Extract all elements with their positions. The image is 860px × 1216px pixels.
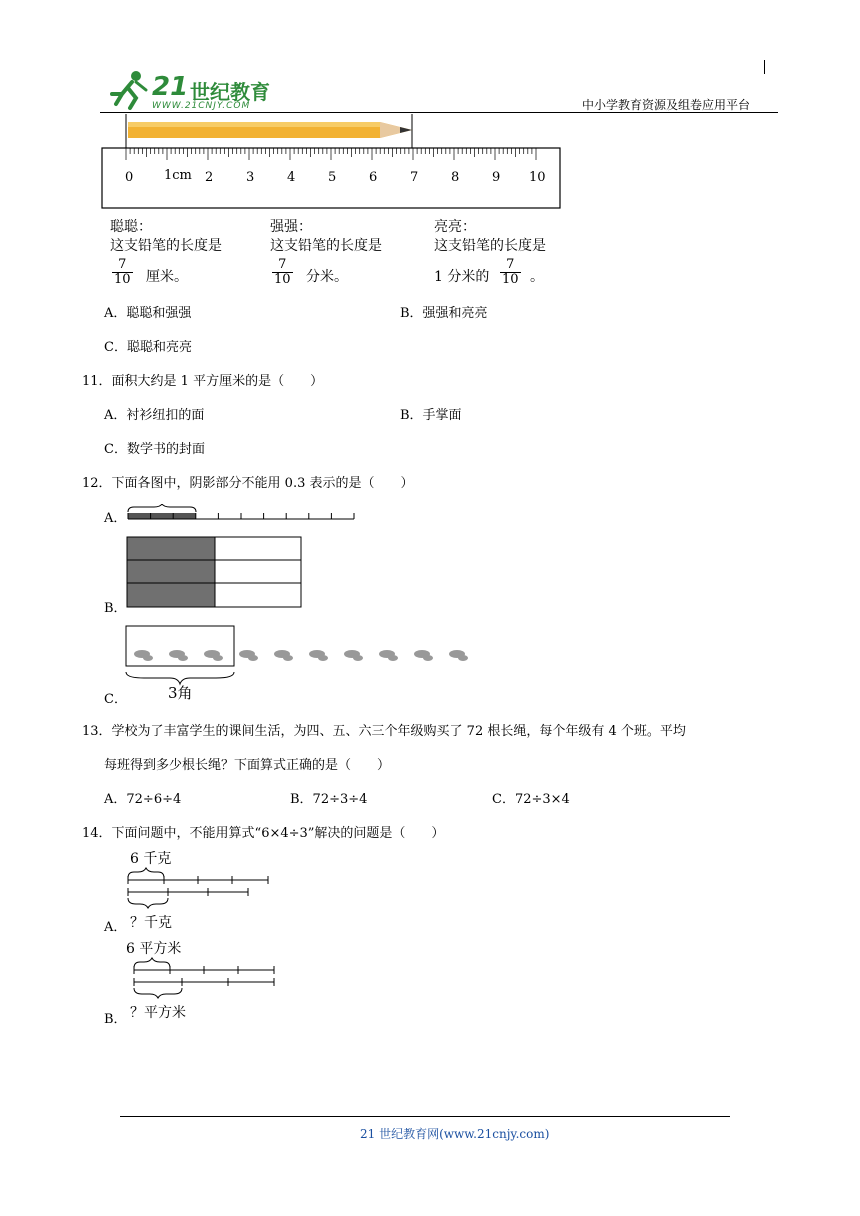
coin-icon (388, 655, 398, 661)
diagram-b-top-label: 6 平方米 (126, 941, 182, 957)
fraction: $\frac{7}{10}$ (114, 257, 131, 287)
diagram-a-question: ？千克 (130, 915, 172, 931)
grid-figure (126, 536, 304, 610)
person-prefix: 1 分米的 (434, 269, 490, 285)
question-14-stem: 14．下面问题中，不能用算式“6×4÷3”解决的问题是（ ） (82, 826, 445, 841)
option-b[interactable]: B．72÷3÷4 (290, 792, 368, 807)
coin-icon (178, 655, 188, 661)
ruler-number: 8 (451, 170, 460, 185)
coin-figure (124, 624, 484, 688)
diagram-a-top-label: 6 千克 (130, 851, 172, 867)
fraction: $\frac{7}{10}$ (274, 257, 291, 287)
option-c[interactable]: C．聪聪和亮亮 (104, 340, 192, 355)
person-statement: 这支铅笔的长度是 (110, 238, 222, 254)
option-b[interactable]: B．强强和亮亮 (400, 306, 488, 321)
ruler-number: 7 (410, 170, 419, 185)
coin-icon (458, 655, 468, 661)
option-c[interactable]: C． (104, 692, 127, 707)
option-b[interactable]: B．手掌面 (400, 408, 462, 423)
number-line-figure (124, 504, 360, 522)
coin-icon (248, 655, 258, 661)
header-marker (764, 60, 765, 74)
coin-icon (318, 655, 328, 661)
coin-icon (423, 655, 433, 661)
option-a[interactable]: A．72÷6÷4 (104, 792, 182, 807)
ruler-number: 3 (246, 170, 255, 185)
platform-title: 中小学教育资源及组卷应用平台 (582, 98, 751, 112)
ruler-number: 10 (529, 170, 546, 185)
option-a[interactable]: A． (104, 920, 127, 935)
option-c[interactable]: C．数学书的封面 (104, 442, 205, 457)
question-11-stem: 11．面积大约是 1 平方厘米的是（ ） (82, 374, 324, 389)
person-name: 聪聪： (110, 219, 152, 235)
ruler-figure (96, 112, 566, 212)
option-c[interactable]: C．72÷3×4 (492, 792, 570, 807)
coin-icon (213, 655, 223, 661)
person-name: 亮亮： (434, 219, 476, 235)
ruler-number: 0 (125, 170, 134, 185)
runner-logo-icon (106, 68, 154, 112)
ruler-number: 6 (369, 170, 378, 185)
person-statement: 这支铅笔的长度是 (270, 238, 382, 254)
coin-icon (143, 655, 153, 661)
segment-diagram-a (124, 866, 274, 910)
coin-icon (353, 655, 363, 661)
segment-diagram-b (130, 956, 280, 1000)
logo-number: 21 (152, 72, 189, 102)
person-name: 强强： (270, 219, 312, 235)
footer-text: 21 世纪教育网(www.21cnjy.com) (360, 1127, 550, 1141)
person-suffix: 分米。 (306, 269, 348, 285)
question-13-stem-cont: 每班得到多少根长绳？下面算式正确的是（ ） (104, 758, 391, 773)
logo-url: WWW.21CNJY.COM (152, 101, 251, 111)
option-a[interactable]: A．聪聪和强强 (104, 306, 192, 321)
option-b[interactable]: B． (104, 1012, 127, 1027)
question-13-stem: 13．学校为了丰富学生的课间生活，为四、五、六三个年级购买了 72 根长绳，每个年级有 4 个班。平均 (82, 724, 686, 739)
coin-icon (283, 655, 293, 661)
option-a[interactable]: A．衬衫纽扣的面 (104, 408, 205, 423)
option-b[interactable]: B． (104, 601, 127, 616)
person-suffix: 厘米。 (146, 269, 188, 285)
ruler-number: 2 (205, 170, 214, 185)
ruler-unit: 1cm (164, 168, 192, 183)
footer-divider (120, 1116, 730, 1117)
option-a[interactable]: A． (104, 511, 127, 526)
person-statement: 这支铅笔的长度是 (434, 238, 546, 254)
person-suffix: 。 (530, 269, 544, 285)
ruler-number: 5 (328, 170, 337, 185)
ruler-number: 9 (492, 170, 501, 185)
logo-text: 世纪教育 (190, 80, 270, 104)
ruler-number: 4 (287, 170, 296, 185)
question-12-stem: 12．下面各图中，阴影部分不能用 0.3 表示的是（ ） (82, 476, 414, 491)
fraction: $\frac{7}{10}$ (502, 257, 519, 287)
diagram-b-question: ？平方米 (130, 1005, 186, 1021)
coin-label: 3角 (168, 684, 193, 702)
